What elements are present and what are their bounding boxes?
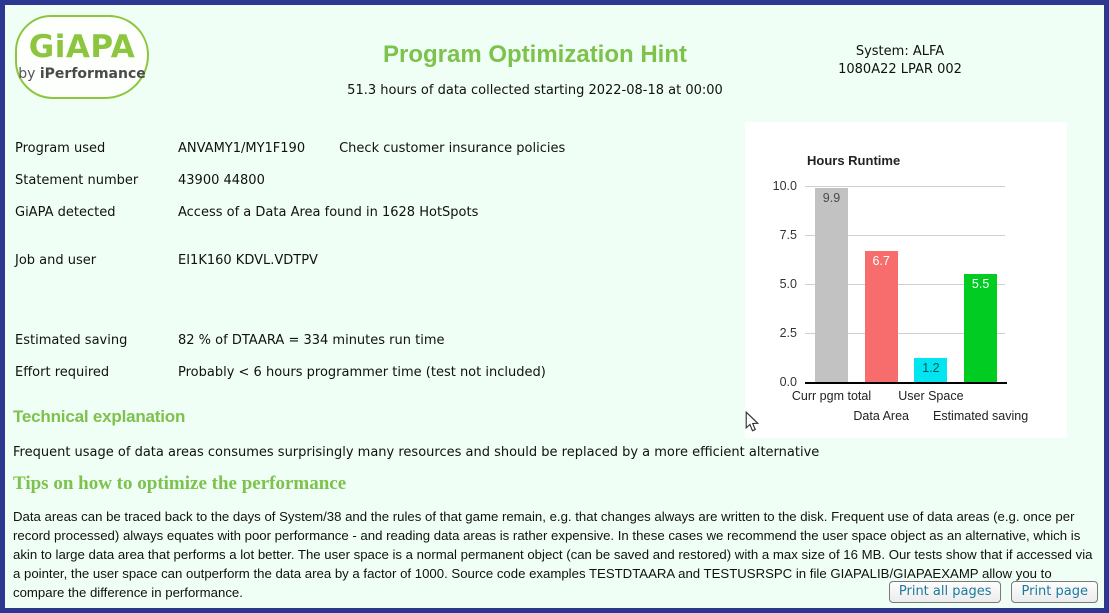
field-extra: Check customer insurance policies (339, 141, 566, 156)
chart-plot-area (745, 122, 1067, 438)
chart-bar (815, 188, 848, 382)
field-value: EI1K160 KDVL.VDTPV (178, 253, 318, 268)
section-body-tips: Data areas can be traced back to the days of System/38 and the rules of that game remain, e.g. that changes always are written to the disk. Frequent use of data areas (e.g. once per record processed) always equates with poor performance - and reading data areas is rather expensive. In these cases we recommend the user space object as an alternative, which is akin to large data area that performs a lot better. The user space is a normal permanent object (can be saved and restored) with a max size of 16 MB. Our tests show that if accessed via a pointer, the user space can outperform the data area by a factor of 1000. Source code examples TESTDTAARA and TESTUSRSPC in file GIAPALIB/GIAPAEXAMP allow you to compare the difference in performance. (13, 509, 1093, 600)
chart-bar-value-label: 6.7 (872, 253, 890, 268)
chart-bar-value-label: 5.5 (971, 277, 990, 292)
field-value: 82 % of DTAARA = 334 minutes run time (178, 333, 445, 348)
system-info (795, 43, 1005, 79)
y-axis-tick-label: 7.5 (779, 228, 797, 242)
field-label: Effort required (15, 365, 110, 380)
x-axis-category-label: Estimated saving (933, 409, 1029, 423)
field-estimated-saving (15, 333, 445, 348)
logo-tagline-brand: iPerformance (39, 66, 146, 82)
y-axis-tick-label: 5.0 (779, 277, 797, 291)
field-label: GiAPA detected (15, 205, 116, 220)
logo-tagline-by: by (18, 66, 40, 82)
system-lpar: 1080A22 LPAR 002 (838, 62, 962, 77)
x-axis-category-label: User Space (898, 389, 964, 403)
field-value: 43900 44800 (178, 173, 265, 188)
print-button-row (889, 581, 1098, 603)
y-axis-tick-label: 0.0 (779, 375, 797, 389)
logo-name: GiAPA (28, 29, 136, 65)
chart-bar (964, 274, 997, 382)
gridline (805, 186, 1005, 187)
section-heading-technical-explanation: Technical explanation (13, 407, 186, 426)
runtime-chart (745, 122, 1067, 438)
field-label: Program used (15, 141, 106, 156)
field-label: Job and user (15, 253, 97, 268)
mouse-cursor-icon (743, 411, 761, 433)
page-title: Program Optimization Hint (382, 41, 687, 68)
field-giapa-detected (15, 205, 478, 220)
giapa-logo (15, 15, 149, 99)
field-value: ANVAMY1/MY1F190 (178, 141, 306, 156)
chart-bar (914, 358, 947, 382)
system-name: System: ALFA (855, 44, 945, 59)
chart-bar-value-label: 9.9 (822, 190, 841, 205)
field-program-used (15, 141, 565, 156)
y-axis-tick-label: 2.5 (779, 326, 797, 340)
x-axis-category-label: Data Area (853, 409, 909, 423)
logo-tagline (18, 66, 146, 82)
field-label: Estimated saving (15, 333, 128, 348)
x-axis-category-label: Curr pgm total (791, 389, 872, 403)
chart-bar (865, 251, 898, 382)
field-value: Access of a Data Area found in 1628 HotSpots (178, 205, 479, 220)
field-label: Statement number (15, 173, 139, 188)
x-axis-line (805, 382, 1007, 384)
data-collection-subtitle: 51.3 hours of data collected starting 2022-08-18 at 00:00 (347, 83, 723, 98)
field-statement-number (15, 173, 265, 188)
field-value: Probably < 6 hours programmer time (test not included) (178, 365, 546, 380)
field-effort-required (15, 365, 546, 380)
section-heading-tips: Tips on how to optimize the performance (13, 473, 347, 494)
print-all-pages-button[interactable]: Print all pages (889, 581, 1002, 603)
chart-title: Hours Runtime (807, 153, 901, 168)
field-job-and-user (15, 253, 318, 268)
section-body-technical-explanation: Frequent usage of data areas consumes surprisingly many resources and should be replaced by a more efficient alternative (13, 445, 820, 460)
y-axis-tick-label: 10.0 (772, 179, 797, 193)
chart-bar-value-label: 1.2 (922, 361, 940, 376)
print-page-button[interactable]: Print page (1011, 581, 1098, 603)
